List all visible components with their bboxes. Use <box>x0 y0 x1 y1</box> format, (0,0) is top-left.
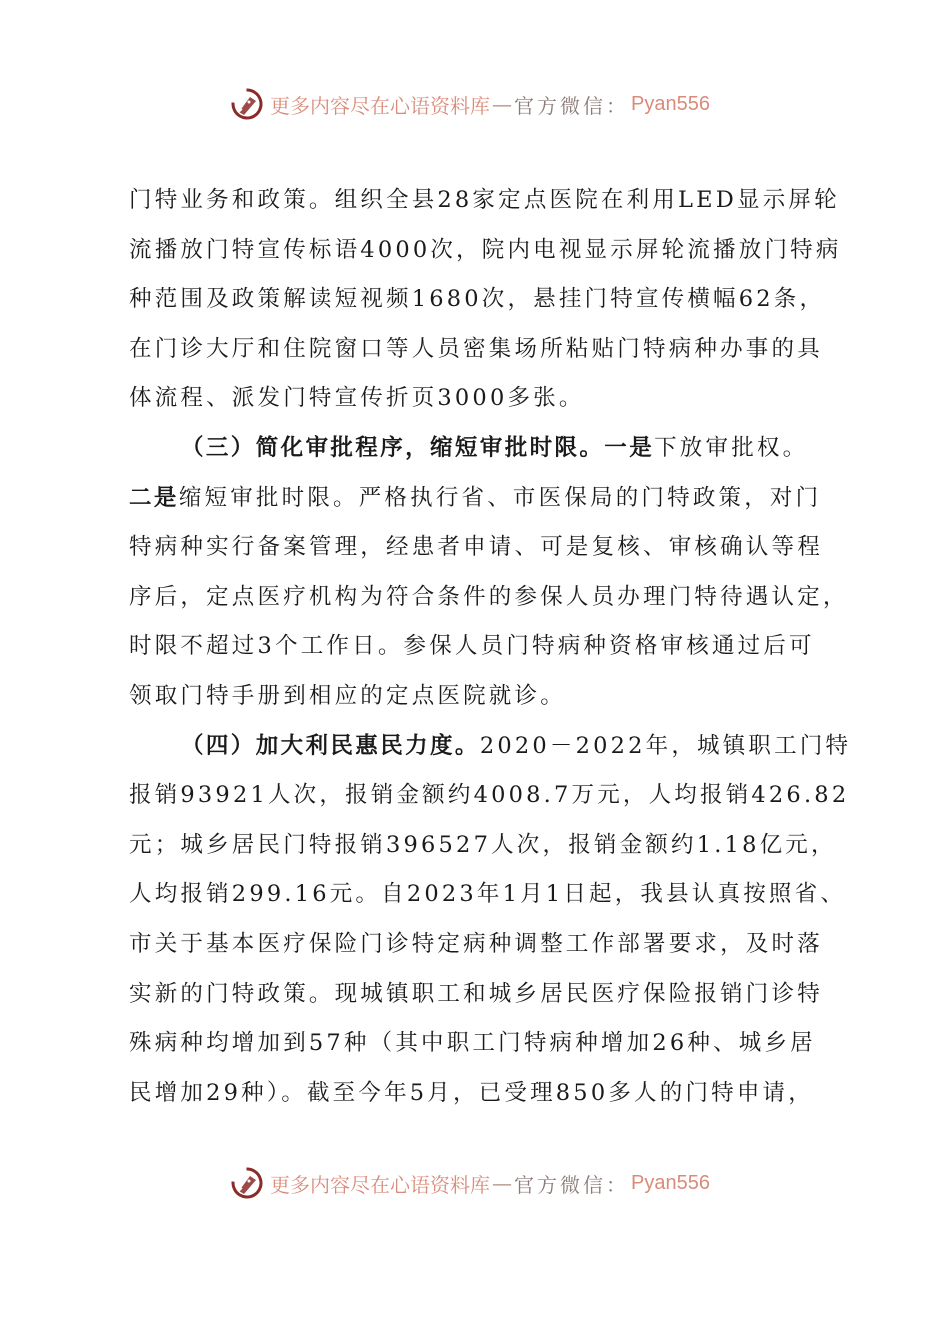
text-segment: 特病种实行备案管理，经患者申请、可是复核、审核确认等程 <box>129 534 823 561</box>
text-line <box>129 325 834 375</box>
text-segment: 体流程、派发门特宣传折页3000多张。 <box>129 385 585 412</box>
text-segment: 流播放门特宣传标语4000次，院内电视显示屏轮流播放门特病 <box>129 236 842 263</box>
text-line <box>129 573 849 623</box>
text-line <box>129 523 834 573</box>
text-segment: 元；城乡居民门特报销396527人次，报销金额约1.18亿元， <box>129 831 837 858</box>
bold-text-segment: （四）加大利民惠民力度。 <box>181 732 480 759</box>
text-segment: 报销93921人次，报销金额约4008.7万元，人均报销426.82 <box>129 782 850 809</box>
paragraph-heading-line <box>129 722 852 772</box>
document-body <box>129 176 852 1118</box>
bold-text-segment: 二是 <box>129 484 179 511</box>
text-line <box>129 1069 834 1119</box>
text-line <box>129 672 834 722</box>
watermark-header <box>230 84 730 124</box>
text-line <box>129 821 837 871</box>
watermark-wechat-id: Pyan556 <box>631 92 710 115</box>
text-line <box>129 920 834 970</box>
watermark-wechat-id: Pyan556 <box>631 1171 710 1194</box>
text-line <box>129 771 850 821</box>
text-segment: 市关于基本医疗保险门诊特定病种调整工作部署要求，及时落 <box>129 930 823 957</box>
text-segment: 领取门特手册到相应的定点医院就诊。 <box>129 682 566 709</box>
text-segment: 时限不超过3个工作日。参保人员门特病种资格审核通过后可 <box>129 633 815 660</box>
bold-text-segment: （三）简化审批程序，缩短审批时限。一是 <box>181 434 655 461</box>
text-segment: 种范围及政策解读短视频1680次，悬挂门特宣传横幅62条， <box>129 286 826 313</box>
text-line <box>129 374 834 424</box>
text-line <box>129 474 834 524</box>
text-segment: 实新的门特政策。现城镇职工和城乡居民医疗保险报销门诊特 <box>129 980 823 1007</box>
text-segment: 2020－2022年，城镇职工门特 <box>479 732 852 759</box>
pen-nib-logo-icon <box>230 87 264 121</box>
text-line <box>129 870 847 920</box>
watermark-wechat-label: 官方微信： <box>514 93 629 118</box>
text-segment: 下放审批权。 <box>654 434 809 461</box>
text-line <box>129 970 834 1020</box>
paragraph-heading-line <box>129 424 834 474</box>
watermark-footer <box>230 1163 730 1203</box>
watermark-slogan: 更多内容尽在心语资料库 <box>270 1172 490 1197</box>
text-line <box>129 176 840 226</box>
text-segment: 殊病种均增加到57种（其中职工门特病种增加26种、城乡居 <box>129 1030 816 1057</box>
pen-nib-logo-icon <box>230 1166 264 1200</box>
text-line <box>129 622 834 672</box>
text-segment: 序后，定点医疗机构为符合条件的参保人员办理门特待遇认定， <box>129 583 849 610</box>
text-line <box>129 1019 834 1069</box>
watermark-dash: — <box>492 92 512 116</box>
text-segment: 在门诊大厅和住院窗口等人员密集场所粘贴门特病种办事的具 <box>129 335 823 362</box>
text-line <box>129 275 834 325</box>
watermark-slogan: 更多内容尽在心语资料库 <box>270 93 490 118</box>
text-segment: 民增加29种）。截至今年5月，已受理850多人的门特申请， <box>129 1079 814 1106</box>
watermark-dash: — <box>492 1171 512 1195</box>
text-segment: 门特业务和政策。组织全县28家定点医院在利用LED显示屏轮 <box>129 187 840 213</box>
text-segment: 人均报销299.16元。自2023年1月1日起，我县认真按照省、 <box>129 881 847 908</box>
text-line <box>129 226 842 276</box>
text-segment: 缩短审批时限。严格执行省、市医保局的门特政策，对门 <box>178 484 822 511</box>
watermark-wechat-label: 官方微信： <box>514 1172 629 1197</box>
